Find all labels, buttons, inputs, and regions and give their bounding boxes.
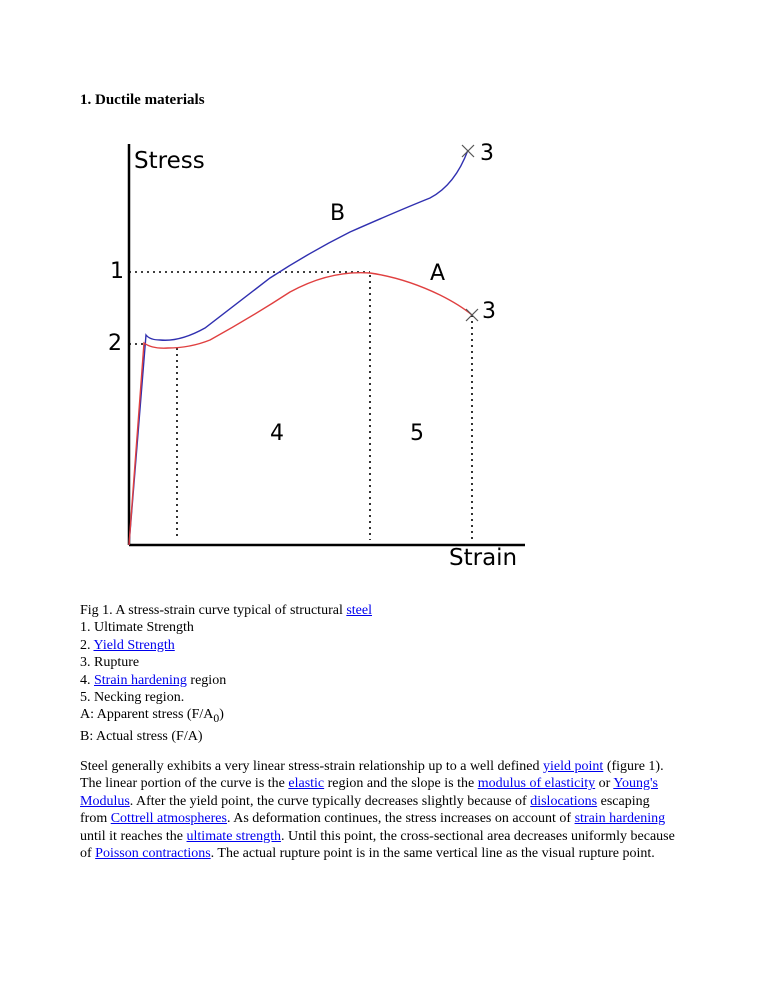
stress-strain-figure: [100, 130, 540, 580]
body-paragraph: Steel generally exhibits a very linear stress-strain relationship up to a well defined yield point (figure 1). The linear portion of the curve is the elastic region and the slope is the modulus of elasticity or Young's Modulus. After the yield point, the curve typically decreases slightly because of dislocations escaping from Cottrell atmospheres. As deformation continues, the stress increases on account of strain hardening until it reaches the ultimate strength. Until this point, the cross-sectional area decreases uniformly because of Poisson contractions. The actual rupture point is in the same vertical line as the visual rupture point.: [80, 759, 675, 862]
section-heading: 1. Ductile materials: [80, 92, 205, 108]
rupture-mark-b: [462, 145, 474, 157]
steel-link[interactable]: steel: [346, 603, 372, 618]
cottrell-atmospheres-link[interactable]: Cottrell atmospheres: [110, 811, 227, 827]
poisson-contractions-link[interactable]: Poisson contractions: [95, 846, 211, 862]
rupture-label-b: 3: [480, 141, 494, 166]
strain-hardening-text-link[interactable]: strain hardening: [574, 811, 666, 827]
caption-item-a: A: Apparent stress $(F/A_0)$: [80, 707, 224, 726]
stress-axis-label: Stress: [134, 148, 205, 174]
caption-item-b: B: Actual stress (F/A): [80, 728, 203, 744]
region-label-4: 4: [270, 421, 284, 446]
figure-caption: [80, 602, 372, 745]
rupture-label-a: 3: [482, 299, 496, 324]
strain-axis-label: Strain: [449, 545, 518, 571]
caption-item-3: 3. Rupture: [80, 655, 140, 671]
point-label-1: 1: [110, 259, 124, 284]
point-label-2: 2: [108, 331, 122, 356]
dislocations-link[interactable]: dislocations: [530, 793, 598, 809]
ultimate-strength-link[interactable]: ultimate strength: [186, 828, 282, 844]
modulus-of-elasticity-link[interactable]: modulus of elasticity: [477, 776, 596, 792]
region-label-5: 5: [410, 421, 424, 446]
curve-label-b: B: [330, 201, 346, 226]
strain-hardening-link[interactable]: Strain hardening: [94, 672, 187, 688]
yield-point-link[interactable]: yield point: [543, 759, 604, 774]
elastic-link[interactable]: elastic: [288, 776, 325, 792]
rupture-mark-a: [466, 309, 478, 321]
yield-strength-link[interactable]: Yield Strength: [93, 637, 175, 653]
caption-item-5: 5. Necking region.: [80, 690, 185, 706]
youngs-modulus-link[interactable]: Young's Modulus: [80, 776, 658, 809]
curve-a-apparent-stress: [129, 273, 472, 545]
caption-title: Fig 1. A stress-strain curve typical of structural steel: [80, 603, 372, 618]
curve-label-a: A: [430, 261, 446, 286]
caption-item-1: 1. Ultimate Strength: [80, 620, 194, 636]
caption-item-2: 2. Yield Strength: [80, 637, 175, 653]
caption-item-4: 4. Strain hardening region: [80, 672, 227, 688]
